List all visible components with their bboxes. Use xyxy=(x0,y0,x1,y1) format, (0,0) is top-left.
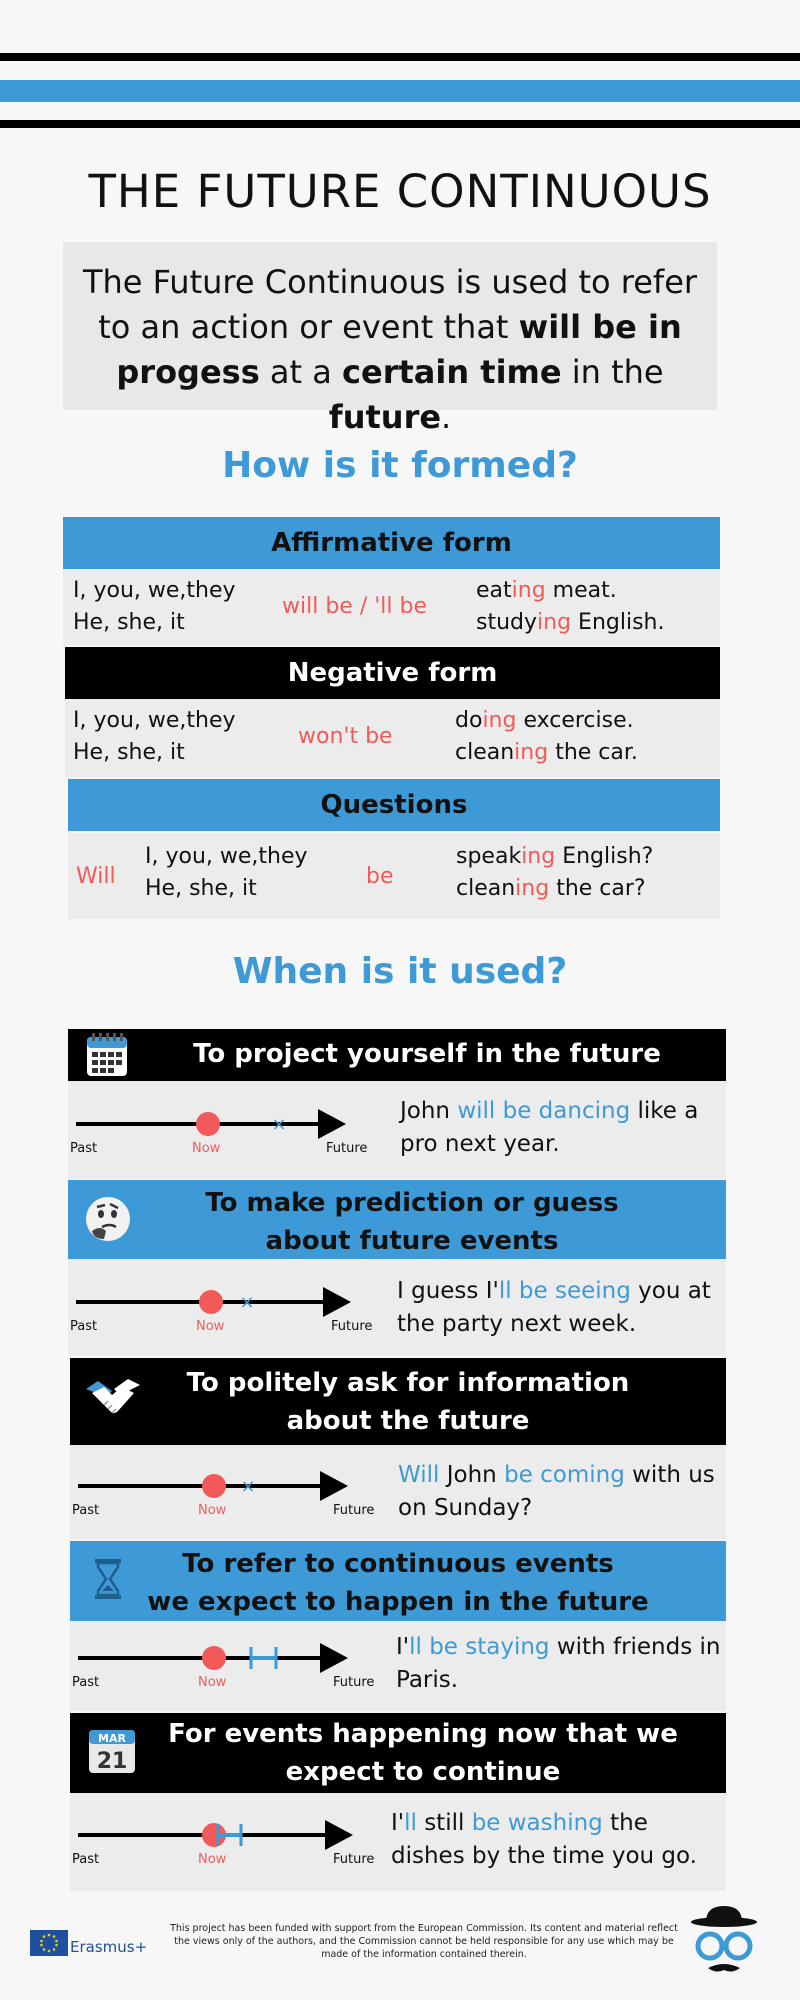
q-ex2-ing: ing xyxy=(515,876,550,901)
q-ex1-ing: ing xyxy=(521,844,556,869)
use-2-s0: I guess I' xyxy=(397,1278,499,1304)
calendar-day: 21 xyxy=(96,1749,128,1774)
page-title: THE FUTURE CONTINUOUS xyxy=(88,165,712,218)
aff-subject-1: I, you, we,they xyxy=(73,578,236,603)
neg-ex1-c: excercise. xyxy=(516,708,634,733)
use-5-title-2: expect to continue xyxy=(285,1757,561,1787)
q-subject-1: I, you, we,they xyxy=(145,844,308,869)
intro-text-3: in the xyxy=(561,353,664,391)
now-label: Now xyxy=(198,1852,227,1867)
use-4-body xyxy=(70,1621,726,1711)
use-2-s2: you at the party next week. xyxy=(397,1278,711,1337)
use-4-s0: I' xyxy=(396,1634,410,1660)
now-label: Now xyxy=(192,1141,221,1156)
now-marker xyxy=(196,1112,220,1136)
questions-body xyxy=(68,833,720,919)
future-label: Future xyxy=(331,1319,373,1334)
affirmative-header: Affirmative form xyxy=(63,517,720,569)
use-5-header xyxy=(70,1713,726,1793)
q-example-1 xyxy=(456,841,653,873)
use-3-s3: with us on Sunday? xyxy=(398,1462,715,1521)
aff-ex2-ing: ing xyxy=(537,610,572,635)
neg-example-2 xyxy=(455,737,638,769)
top-stripe-black-2 xyxy=(0,120,800,128)
timeline-2 xyxy=(68,1271,388,1341)
use-4-s2: with friends in Paris. xyxy=(396,1634,721,1693)
use-5-body xyxy=(70,1793,726,1891)
svg-text:×: × xyxy=(240,1476,256,1497)
aff-aux: will be / 'll be xyxy=(282,594,427,619)
use-2-s1: ll be seeing xyxy=(498,1278,631,1304)
intro-bold-3: future xyxy=(328,398,442,436)
neg-subject-2: He, she, it xyxy=(73,740,185,765)
use-1-header xyxy=(68,1029,726,1081)
future-label: Future xyxy=(333,1675,375,1690)
intro-text-1: The Future Continuous is used to refer to an action or event that xyxy=(82,263,698,346)
use-3-header xyxy=(70,1358,726,1445)
how-heading: How is it formed? xyxy=(222,445,578,486)
use-4-s1: ll be staying xyxy=(409,1634,550,1660)
use-5-title-1: For events happening now that we xyxy=(168,1719,678,1749)
svg-text:×: × xyxy=(239,1292,255,1313)
q-subject-2: He, she, it xyxy=(145,876,257,901)
now-label: Now xyxy=(198,1675,227,1690)
hourglass-icon xyxy=(94,1558,122,1604)
use-1-s0: John xyxy=(400,1098,458,1124)
neg-ex2-a: clean xyxy=(455,740,515,765)
past-label: Past xyxy=(72,1503,100,1518)
aff-example-2 xyxy=(476,607,664,639)
use-3-s2: be coming xyxy=(504,1462,625,1488)
timeline-5 xyxy=(70,1804,390,1874)
q-will: Will xyxy=(76,864,116,889)
intro-text-2: at a xyxy=(259,353,343,391)
use-5-s4: the dishes by the time you go. xyxy=(391,1810,697,1869)
use-5-s0: I' xyxy=(391,1810,405,1836)
calendar-month: MAR xyxy=(98,1732,126,1745)
q-ex2-a: clean xyxy=(456,876,516,901)
use-4-example xyxy=(396,1631,721,1697)
top-stripe-black-1 xyxy=(0,53,800,61)
use-3-title-2: about the future xyxy=(286,1406,530,1436)
use-5-s2: still xyxy=(416,1810,472,1836)
future-label: Future xyxy=(333,1503,375,1518)
neg-ex1-ing: ing xyxy=(482,708,517,733)
thinking-face-icon xyxy=(84,1195,132,1247)
q-ex1-c: English? xyxy=(555,844,654,869)
use-3-example xyxy=(398,1459,723,1525)
neg-example-1 xyxy=(455,705,634,737)
calendar-date-icon xyxy=(88,1726,136,1778)
questions-header: Questions xyxy=(68,779,720,831)
q-ex1-a: speak xyxy=(456,844,522,869)
now-marker xyxy=(202,1474,226,1498)
use-1-s2: like a pro next year. xyxy=(400,1098,699,1157)
use-2-header xyxy=(68,1180,726,1259)
past-label: Past xyxy=(72,1675,100,1690)
calendar-icon xyxy=(86,1033,128,1081)
use-5-example xyxy=(391,1807,726,1873)
use-4-title-2: we expect to happen in the future xyxy=(147,1587,649,1617)
use-1-body xyxy=(68,1081,726,1179)
intro-text-4: . xyxy=(441,398,452,436)
svg-text:×: × xyxy=(271,1114,287,1135)
negative-header: Negative form xyxy=(65,647,720,699)
top-stripe-blue xyxy=(0,80,800,102)
aff-ex1-ing: ing xyxy=(511,578,546,603)
timeline-3 xyxy=(70,1455,390,1525)
use-3-title-1: To politely ask for information xyxy=(186,1368,630,1398)
aff-ex1-c: meat. xyxy=(545,578,617,603)
affirmative-body xyxy=(63,569,720,645)
use-1-s1: will be dancing xyxy=(457,1098,631,1124)
use-2-example xyxy=(397,1275,722,1341)
now-label: Now xyxy=(198,1503,227,1518)
neg-ex1-a: do xyxy=(455,708,483,733)
neg-ex2-ing: ing xyxy=(514,740,549,765)
use-5-s1: ll xyxy=(404,1810,417,1836)
handshake-icon xyxy=(84,1375,142,1423)
q-example-2 xyxy=(456,873,646,905)
aff-ex2-a: study xyxy=(476,610,538,635)
neg-ex2-c: the car. xyxy=(548,740,638,765)
use-2-body xyxy=(68,1259,726,1356)
use-4-title-1: To refer to continuous events xyxy=(182,1549,614,1579)
now-marker xyxy=(199,1290,223,1314)
intro-bold-2: certain time xyxy=(342,353,562,391)
intro-box xyxy=(63,242,717,436)
past-label: Past xyxy=(70,1141,98,1156)
future-label: Future xyxy=(333,1852,375,1867)
use-3-s0: Will xyxy=(398,1462,440,1488)
when-heading: When is it used? xyxy=(232,951,568,992)
footer-disclaimer: This project has been funded with support from the European Commission. Its content and material reflect the views only of the authors, and the Commission cannot be held responsible for any use which may be made of the information contained therein. xyxy=(170,1923,678,1960)
past-label: Past xyxy=(72,1852,100,1867)
aff-ex1-a: eat xyxy=(476,578,512,603)
negative-body xyxy=(65,699,720,777)
future-label: Future xyxy=(326,1141,368,1156)
use-2-title-2: about future events xyxy=(265,1226,559,1256)
neg-subject-1: I, you, we,they xyxy=(73,708,236,733)
use-5-s3: be washing xyxy=(471,1810,603,1836)
past-label: Past xyxy=(70,1319,98,1334)
use-1-example xyxy=(400,1095,718,1161)
aff-ex2-c: English. xyxy=(571,610,665,635)
aff-subject-2: He, she, it xyxy=(73,610,185,635)
erasmus-logo-text: Erasmus+ xyxy=(70,1938,148,1956)
mascot-icon xyxy=(688,1904,760,1986)
neg-aux: won't be xyxy=(298,724,393,749)
timeline-4 xyxy=(70,1627,390,1697)
use-3-s1: John xyxy=(439,1462,505,1488)
q-ex2-c: the car? xyxy=(549,876,646,901)
intro-bold-1: will be in progess xyxy=(116,308,682,391)
use-3-body xyxy=(70,1445,726,1539)
now-marker xyxy=(202,1646,226,1670)
use-4-header xyxy=(70,1541,726,1621)
now-label: Now xyxy=(196,1319,225,1334)
use-1-title: To project yourself in the future xyxy=(193,1039,661,1069)
timeline-1 xyxy=(68,1093,388,1163)
q-be: be xyxy=(366,864,394,889)
use-2-title-1: To make prediction or guess xyxy=(205,1188,619,1218)
eu-flag-icon xyxy=(30,1930,68,1960)
aff-example-1 xyxy=(476,575,617,607)
